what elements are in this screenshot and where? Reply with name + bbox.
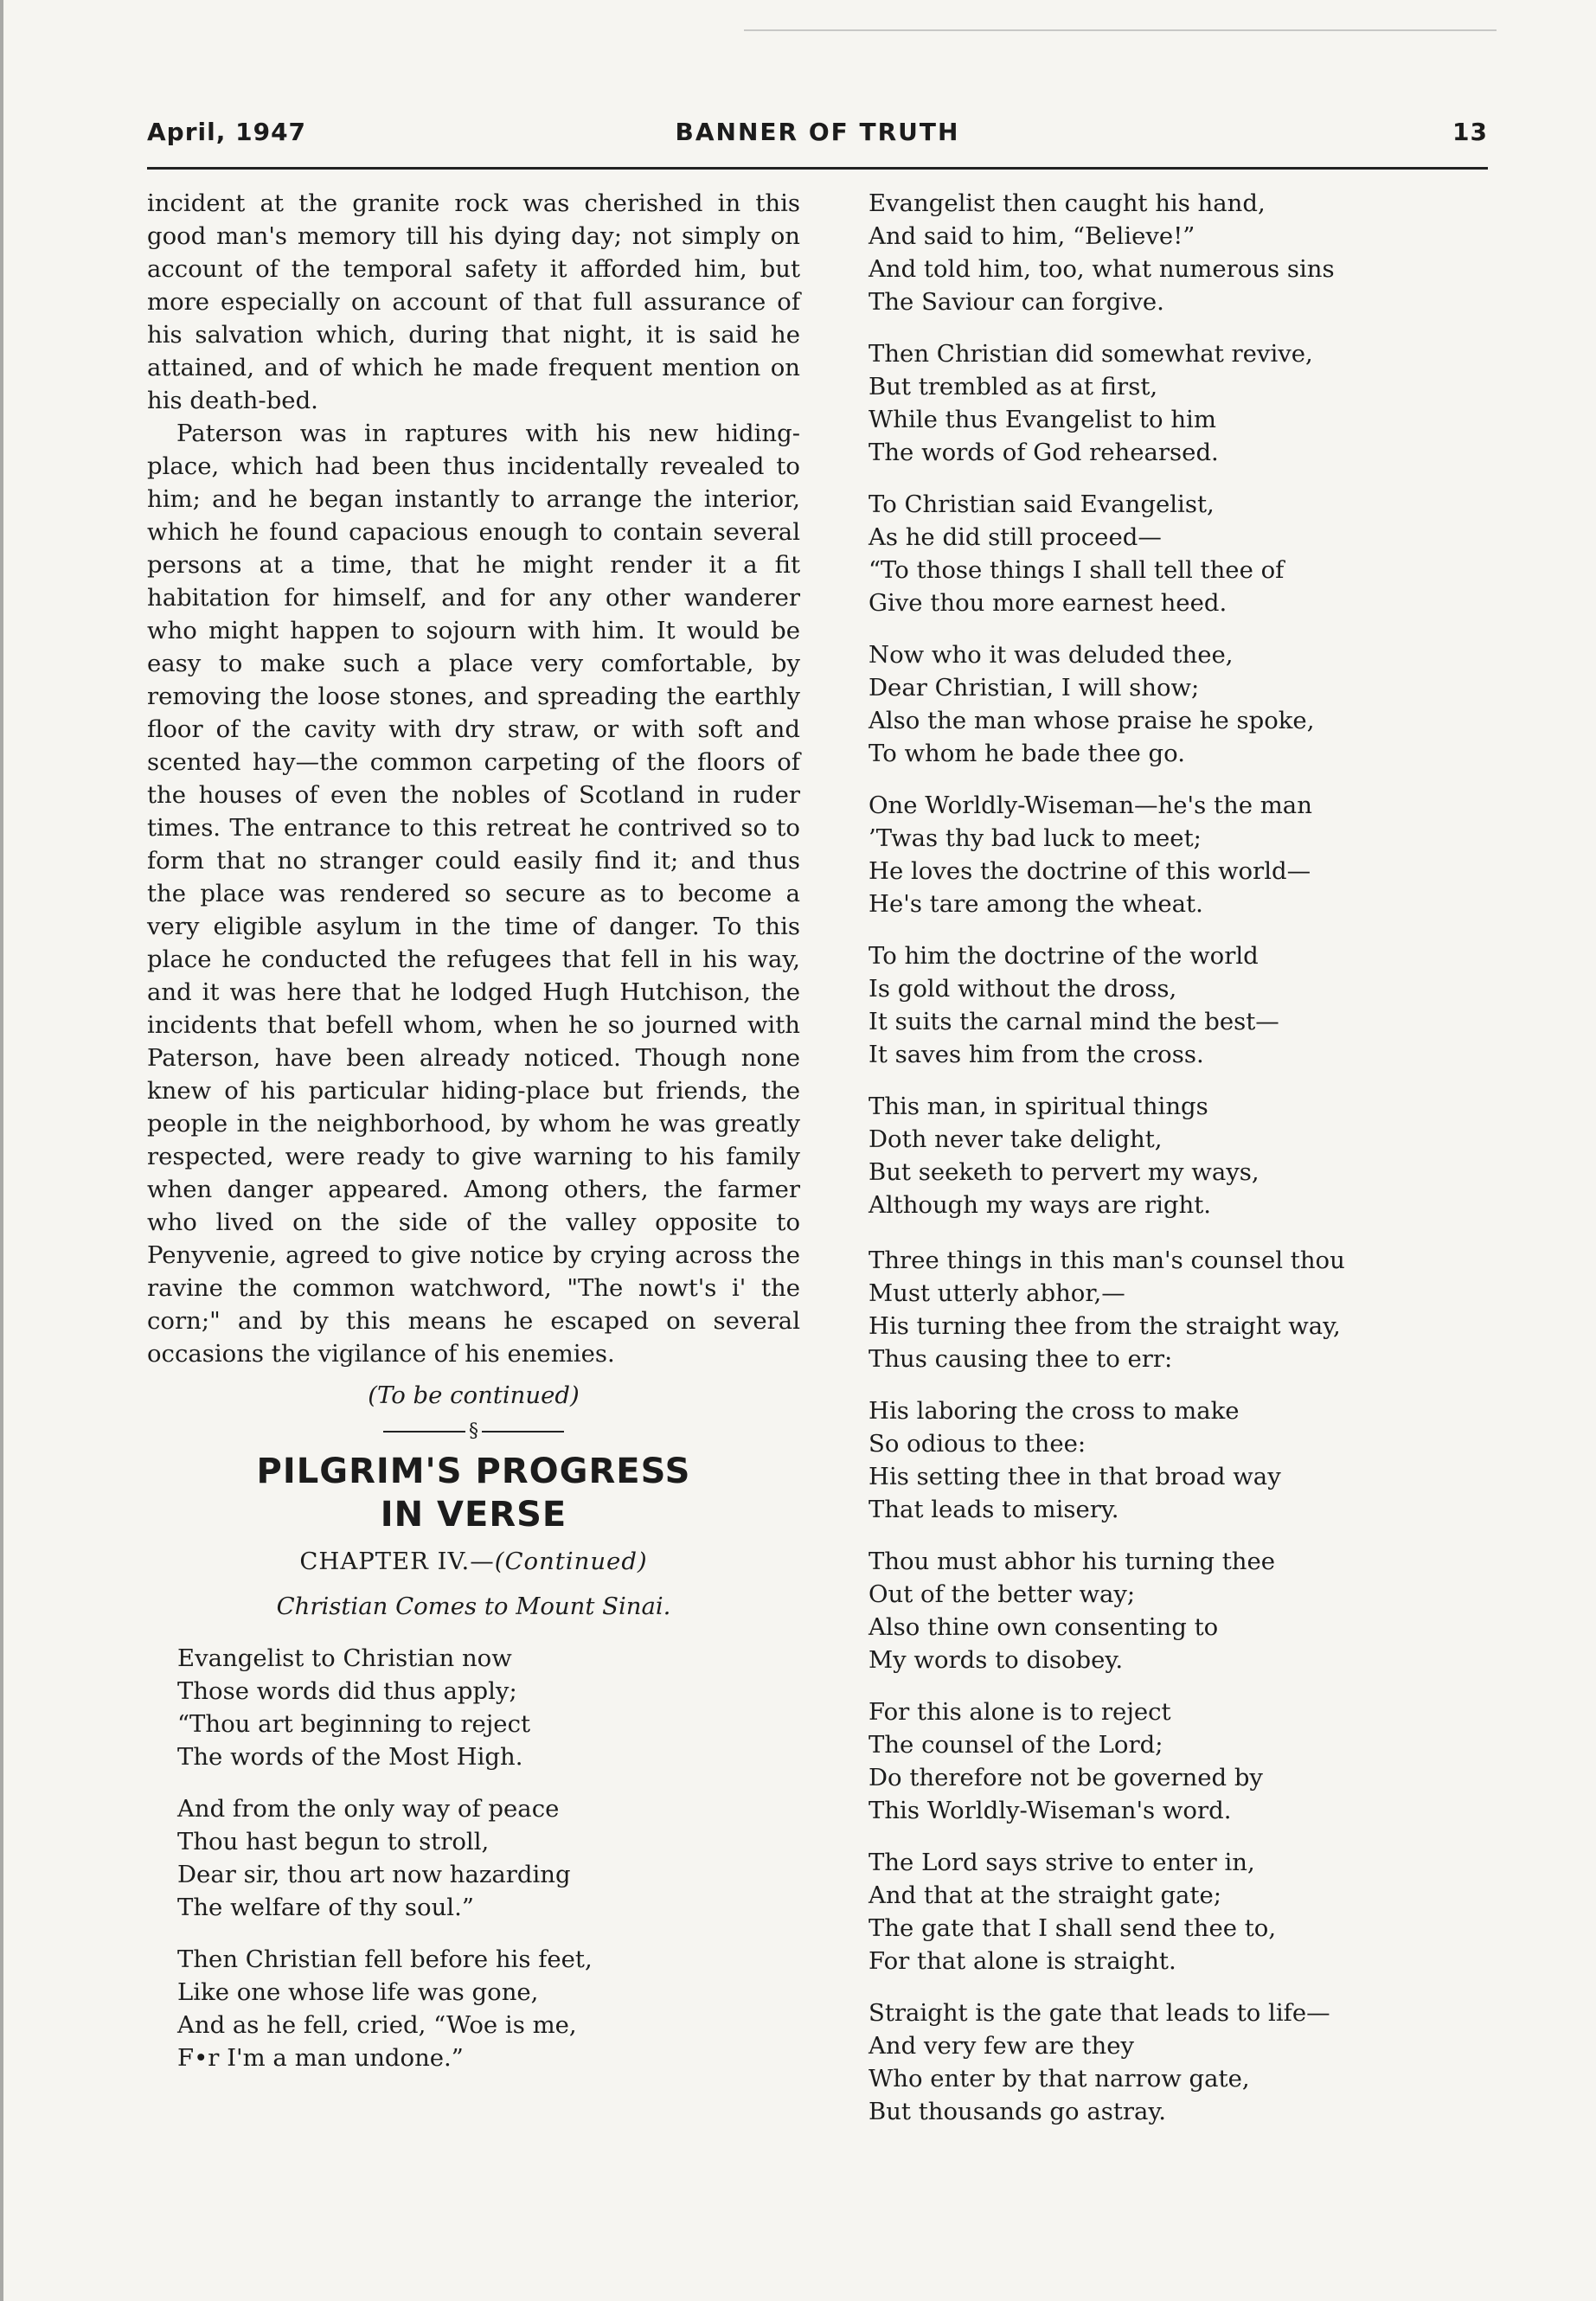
verse-stanza [869,638,1474,770]
verse-line: The words of God rehearsed. [869,439,1219,466]
body-paragraph: Paterson was in raptures with his new hiding-place, which had been thus incidentally revealed to him; and he began instantly to arrange the interior, which he found capacious enough to contain several persons at a time, that he might render it a fit habitation for himself, and for any other wanderer who might happen to sojourn with him. It would be easy to make such a place very comfortable, by removing the loose stones, and spreading the earthly floor of the cavity with dry straw, or with soft and scented hay—the common carpeting of the floors of the houses of even the nobles of Scotland in ruder times. The entrance to this retreat he contrived so to form that no stranger could easily find it; and thus the place was rendered so secure as to become a very eligible asylum in the time of danger. To this place he conducted the refugees that fell in his way, and it was here that he lodged Hugh Hutchison, the incidents that befell whom, when he so journed with Paterson, have been already noticed. Though none knew of his particular hiding-place but friends, the people in the neighborhood, by whom he was greatly respected, were ready to give warning to his family when danger appeared. Among others, the farmer who lived on the side of the valley opposite to Penyvenie, agreed to give notice by crying across the ravine the common watchword, "The nowt's i' the corn;" and by this means he escaped on several occasions the vigilance of his enemies. [147,420,800,1368]
left-verse-stanzas [147,1642,800,2074]
verse-line: To Christian said Evangelist, [869,490,1215,518]
verse-line: The Saviour can forgive. [869,288,1164,316]
verse-line: Also the man whose praise he spoke, [869,707,1315,734]
to-be-continued-note: (To be continued) [368,1381,580,1409]
chapter-label: CHAPTER IV.— [299,1548,495,1575]
verse-line: Although my ways are right. [869,1191,1212,1219]
divider-rule-right [482,1431,564,1433]
verse-line: And that at the straight gate; [869,1881,1222,1909]
verse-line: For that alone is straight. [869,1947,1176,1975]
verse-line: But trembled as at first, [869,373,1158,401]
verse-line: But seeketh to pervert my ways, [869,1158,1259,1186]
chapter-subtitle: Christian Comes to Mount Sinai. [276,1593,671,1620]
verse-line: Give thou more earnest heed. [869,589,1227,617]
verse-line: His turning thee from the straight way, [869,1312,1341,1340]
verse-line: This Worldly-Wiseman's word. [869,1797,1232,1824]
section-divider [147,1419,800,1445]
verse-line: Who enter by that narrow gate, [869,2065,1250,2093]
verse-stanza [869,1997,1474,2128]
verse-stanza [869,1846,1474,1977]
verse-line: Thou must abhor his turning thee [869,1548,1276,1575]
verse-stanza [869,789,1474,920]
verse-line: To him the doctrine of the world [869,942,1259,970]
continued-paragraph: incident at the granite rock was cherished in this good man's memory till his dying day; not simply on account of the temporal safety it afforded him, but more especially on account of that full assurance of his salvation which, during that night, it is said he attained, and of which he made frequent mention on his death-bed. [147,189,800,414]
verse-line: And from the only way of peace [177,1795,560,1823]
verse-line: Must utterly abhor,— [869,1279,1125,1307]
chapter-heading [147,1545,800,1578]
verse-stanza [869,488,1474,619]
header-date: April, 1947 [147,118,307,146]
verse-stanza [869,187,1474,318]
right-column [869,187,1474,2147]
verse-line: Those words did thus apply; [177,1677,517,1705]
verse-line: The Lord says strive to enter in, [869,1849,1255,1876]
verse-line: His setting thee in that broad way [869,1463,1281,1490]
verse-line: One Worldly-Wiseman—he's the man [869,792,1312,819]
verse-line: Out of the better way; [869,1580,1136,1608]
verse-line: His laboring the cross to make [869,1397,1240,1425]
verse-line: Like one whose life was gone, [177,1978,539,2006]
verse-stanza [869,1090,1474,1221]
verse-line: “Thou art beginning to reject [177,1710,531,1738]
verse-line: And said to him, “Believe!” [869,222,1195,250]
verse-line: Then Christian did somewhat revive, [869,340,1313,368]
verse-line: F•r I'm a man undone.” [177,2044,464,2072]
verse-line: To whom he bade thee go. [869,740,1185,767]
verse-stanza [869,939,1474,1071]
verse-line: Do therefore not be governed by [869,1764,1263,1791]
verse-stanza [147,1792,800,1924]
verse-line: Straight is the gate that leads to life— [869,1999,1330,2027]
verse-line: But thousands go astray. [869,2098,1167,2125]
verse-line: Thou hast begun to stroll, [177,1828,490,1856]
verse-line: Now who it was deluded thee, [869,641,1234,669]
header-page-number: 13 [1452,118,1488,146]
verse-line: Doth never take delight, [869,1125,1163,1153]
header-rule [147,167,1488,170]
verse-line: Dear Christian, I will show; [869,674,1200,702]
verse-line: While thus Evangelist to him [869,406,1216,433]
verse-stanza [869,1244,1474,1375]
verse-line: The words of the Most High. [177,1743,523,1771]
verse-line: Also thine own consenting to [869,1613,1219,1641]
header-journal-title: BANNER OF TRUTH [675,118,960,146]
verse-line: It saves him from the cross. [869,1041,1204,1068]
verse-stanza [147,1642,800,1773]
verse-line: The gate that I shall send thee to, [869,1914,1277,1942]
verse-line: Then Christian fell before his feet, [177,1945,593,1973]
verse-line: And told him, too, what numerous sins [869,255,1335,283]
verse-line: For this alone is to reject [869,1698,1171,1726]
verse-line: As he did still proceed— [869,523,1162,551]
verse-line: It suits the carnal mind the best— [869,1008,1279,1035]
verse-stanza [869,1394,1474,1526]
verse-line: Dear sir, thou art now hazarding [177,1861,571,1888]
verse-stanza [869,1545,1474,1676]
article-title [147,1450,800,1536]
verse-line: He's tare among the wheat. [869,890,1203,918]
verse-line: So odious to thee: [869,1430,1086,1458]
verse-line: “To those things I shall tell thee of [869,556,1285,584]
verse-line: My words to disobey. [869,1646,1124,1674]
verse-stanza [869,1695,1474,1827]
verse-line: He loves the doctrine of this world— [869,857,1311,885]
scan-edge-left [0,0,3,2301]
right-verse-stanzas [869,187,1474,2128]
verse-line: ’Twas thy bad luck to meet; [869,824,1202,852]
verse-line: Three things in this man's counsel thou [869,1247,1345,1274]
verse-line: Thus causing thee to err: [869,1345,1173,1373]
left-column [147,187,800,2074]
verse-line: And as he fell, cried, “Woe is me, [177,2011,577,2039]
verse-line: Is gold without the dross, [869,975,1177,1003]
verse-line: Evangelist to Christian now [177,1644,512,1672]
verse-line: The welfare of thy soul.” [177,1894,474,1921]
verse-line: That leads to misery. [869,1496,1119,1523]
verse-line: The counsel of the Lord; [869,1731,1163,1759]
verse-stanza [869,337,1474,469]
scan-edge-top [744,29,1497,31]
article-title-line-2: IN VERSE [380,1495,567,1535]
running-header [147,118,1488,152]
section-mark: § [469,1420,478,1442]
verse-line: Evangelist then caught his hand, [869,189,1266,217]
chapter-continued-note: (Continued) [494,1548,648,1575]
article-title-line-1: PILGRIM'S PROGRESS [256,1452,691,1491]
verse-line: And very few are they [869,2032,1135,2060]
verse-stanza [147,1943,800,2074]
divider-rule-left [383,1431,465,1433]
verse-line: This man, in spiritual things [869,1093,1208,1120]
